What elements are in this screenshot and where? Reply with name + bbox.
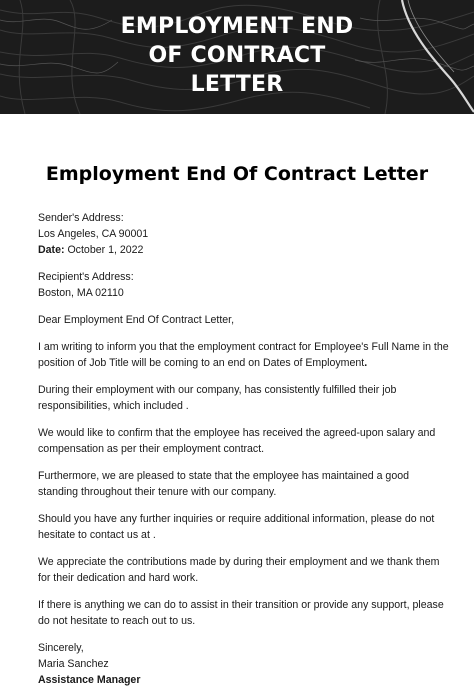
date-line: [38, 242, 438, 258]
paragraph-end: .: [364, 357, 368, 369]
sender-label: Sender's Address:: [38, 212, 124, 224]
signer-title: Assistance Manager: [38, 674, 141, 686]
paragraph-line: do not hesitate to reach out to us.: [38, 615, 196, 627]
document-title: Employment End Of Contract Letter: [45, 163, 429, 185]
paragraph-line: for their dedication and hard work.: [38, 572, 199, 584]
paragraph-line: If there is anything we can do to assist in their transition or provide any support, please: [38, 599, 444, 611]
paragraph-line: [38, 355, 438, 371]
letter-body: [38, 210, 449, 688]
banner-title-line: EMPLOYMENT END: [120, 14, 354, 39]
recipient-label: Recipient's Address:: [38, 271, 134, 283]
paragraph-line: I am writing to inform you that the employment contract for Employee's Full Name in the: [38, 341, 449, 353]
recipient-city: Boston, MA 02110: [38, 287, 124, 299]
paragraph-line: responsibilities, which included .: [38, 400, 189, 412]
banner-title-line: LETTER: [190, 72, 284, 97]
paragraph-line: standing throughout their tenure with our company.: [38, 486, 277, 498]
paragraph-text: position of Job Title will be coming to an end on Dates of Employment: [38, 357, 365, 369]
paragraph-line: Furthermore, we are pleased to state that the employee has maintained a good: [38, 470, 410, 482]
banner-title: [0, 12, 474, 99]
header-banner: [0, 0, 474, 114]
paragraph-line: compensation as per their employment contract.: [38, 443, 265, 455]
sender-city: Los Angeles, CA 90001: [38, 228, 149, 240]
date-label: Date:: [38, 244, 65, 256]
paragraph-line: We appreciate the contributions made by during their employment and we thank them: [38, 556, 440, 568]
paragraph-line: hesitate to contact us at .: [38, 529, 156, 541]
banner-title-line: OF CONTRACT: [148, 43, 326, 68]
date-value: October 1, 2022: [64, 244, 144, 256]
signer-name: Maria Sanchez: [38, 658, 109, 670]
paragraph-line: During their employment with our company, has consistently fulfilled their job: [38, 384, 397, 396]
salutation: Dear Employment End Of Contract Letter,: [38, 314, 235, 326]
closing: Sincerely,: [38, 642, 84, 654]
paragraph-line: Should you have any further inquiries or require additional information, please do not: [38, 513, 435, 525]
paragraph-line: We would like to confirm that the employee has received the agreed-upon salary and: [38, 427, 436, 439]
